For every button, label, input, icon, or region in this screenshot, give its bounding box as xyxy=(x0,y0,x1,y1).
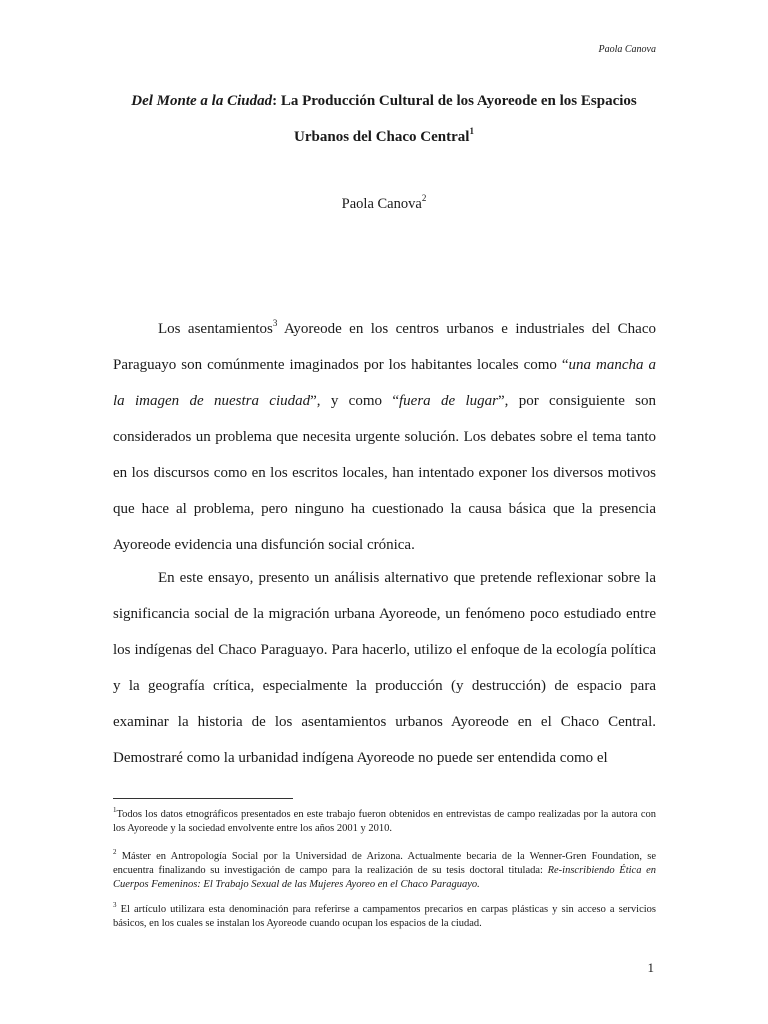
footnote-ref-2[interactable]: 2 xyxy=(421,193,427,204)
p1-text-c: ”, y como “ xyxy=(310,393,399,409)
p1-text-b: Ayoreode en los centros urbanos e industriales del Chaco Paraguayo son comúnmente imaginados por los habitantes locales como “ xyxy=(113,321,656,373)
title-line-1 xyxy=(112,93,656,110)
footnote-3-mark: 3 xyxy=(113,900,117,909)
page-number: 1 xyxy=(647,960,654,975)
footnote-1-text: Todos los datos etnográficos presentados en este trabajo fueron obtenidos en entrevistas de campo realizadas por la autora con los Ayoreode y la sociedad envolvente entre los años 2001 y 2010. xyxy=(113,809,656,834)
footnote-divider xyxy=(113,798,293,799)
p1-quote-1: una mancha a la imagen de nuestra ciudad xyxy=(113,357,656,409)
author-text: Paola Canova xyxy=(341,196,422,212)
footnote-2 xyxy=(113,847,656,892)
footnote-3-text: El artículo utilizara esta denominación para referirse a campamentos precarios en carpas plásticas y sin acceso a servicios básicos, en los cuales se instalan los Ayoreode cuando ocupan los espacios de la ciudad. xyxy=(113,904,656,929)
title-rest: : La Producción Cultural de los Ayoreode en los Espacios xyxy=(272,93,637,109)
body-paragraph-1 xyxy=(113,311,656,563)
p1-text-a: Los asentamientos xyxy=(158,321,273,337)
footnote-2-text: Máster en Antropología Social por la Universidad de Arizona. Actualmente becaria de la Wenner-Gren Foundation, se encuentra finalizando su investigación de campo para la realización de su tesis doctoral titulada: xyxy=(113,851,656,876)
p2-text: En este ensayo, presento un análisis alternativo que pretende reflexionar sobre la significancia social de la migración urbana Ayoreode, un fenómeno poco estudiado entre los indígenas del Chaco Paraguayo. Para hacerlo, utilizo el enfoque de la ecología política y la geografía crítica, especialmente la producción (y destrucción) de espacio para examinar la historia de los asentamientos urbanos Ayoreode en el Chaco Central. Demostraré como la urbanidad indígena Ayoreode no puede ser entendida como el xyxy=(113,570,656,766)
footnote-ref-3[interactable]: 3 xyxy=(272,318,278,328)
title-italic: Del Monte a la Ciudad xyxy=(131,93,273,109)
footnote-2-italic: Re-inscribiendo Ética en Cuerpos Femeninos: El Trabajo Sexual de las Mujeres Ayoreo en el Chaco Paraguayo. xyxy=(113,865,656,890)
running-header: Paola Canova xyxy=(598,44,656,55)
footnote-1 xyxy=(113,805,656,836)
footnote-3 xyxy=(113,900,656,931)
title-line-2 xyxy=(112,126,656,146)
title-line-2-text: Urbanos del Chaco Central xyxy=(294,129,470,145)
footnote-2-mark: 2 xyxy=(113,847,117,856)
p1-text-d: ”, por consiguiente son considerados un problema que necesita urgente solución. Los debates sobre el tema tanto en los discursos como en los escritos locales, han intentado exponer los diversos motivos que hace al problema, pero ninguno ha cuestionado la causa básica que la presencia Ayoreode evidencia una disfunción social crónica. xyxy=(113,393,657,553)
author-name xyxy=(112,193,656,213)
body-paragraph-2 xyxy=(113,560,656,776)
p1-quote-2: fuera de lugar xyxy=(399,393,498,409)
footnote-1-mark: 1 xyxy=(113,805,117,814)
footnote-ref-1[interactable]: 1 xyxy=(469,126,474,136)
